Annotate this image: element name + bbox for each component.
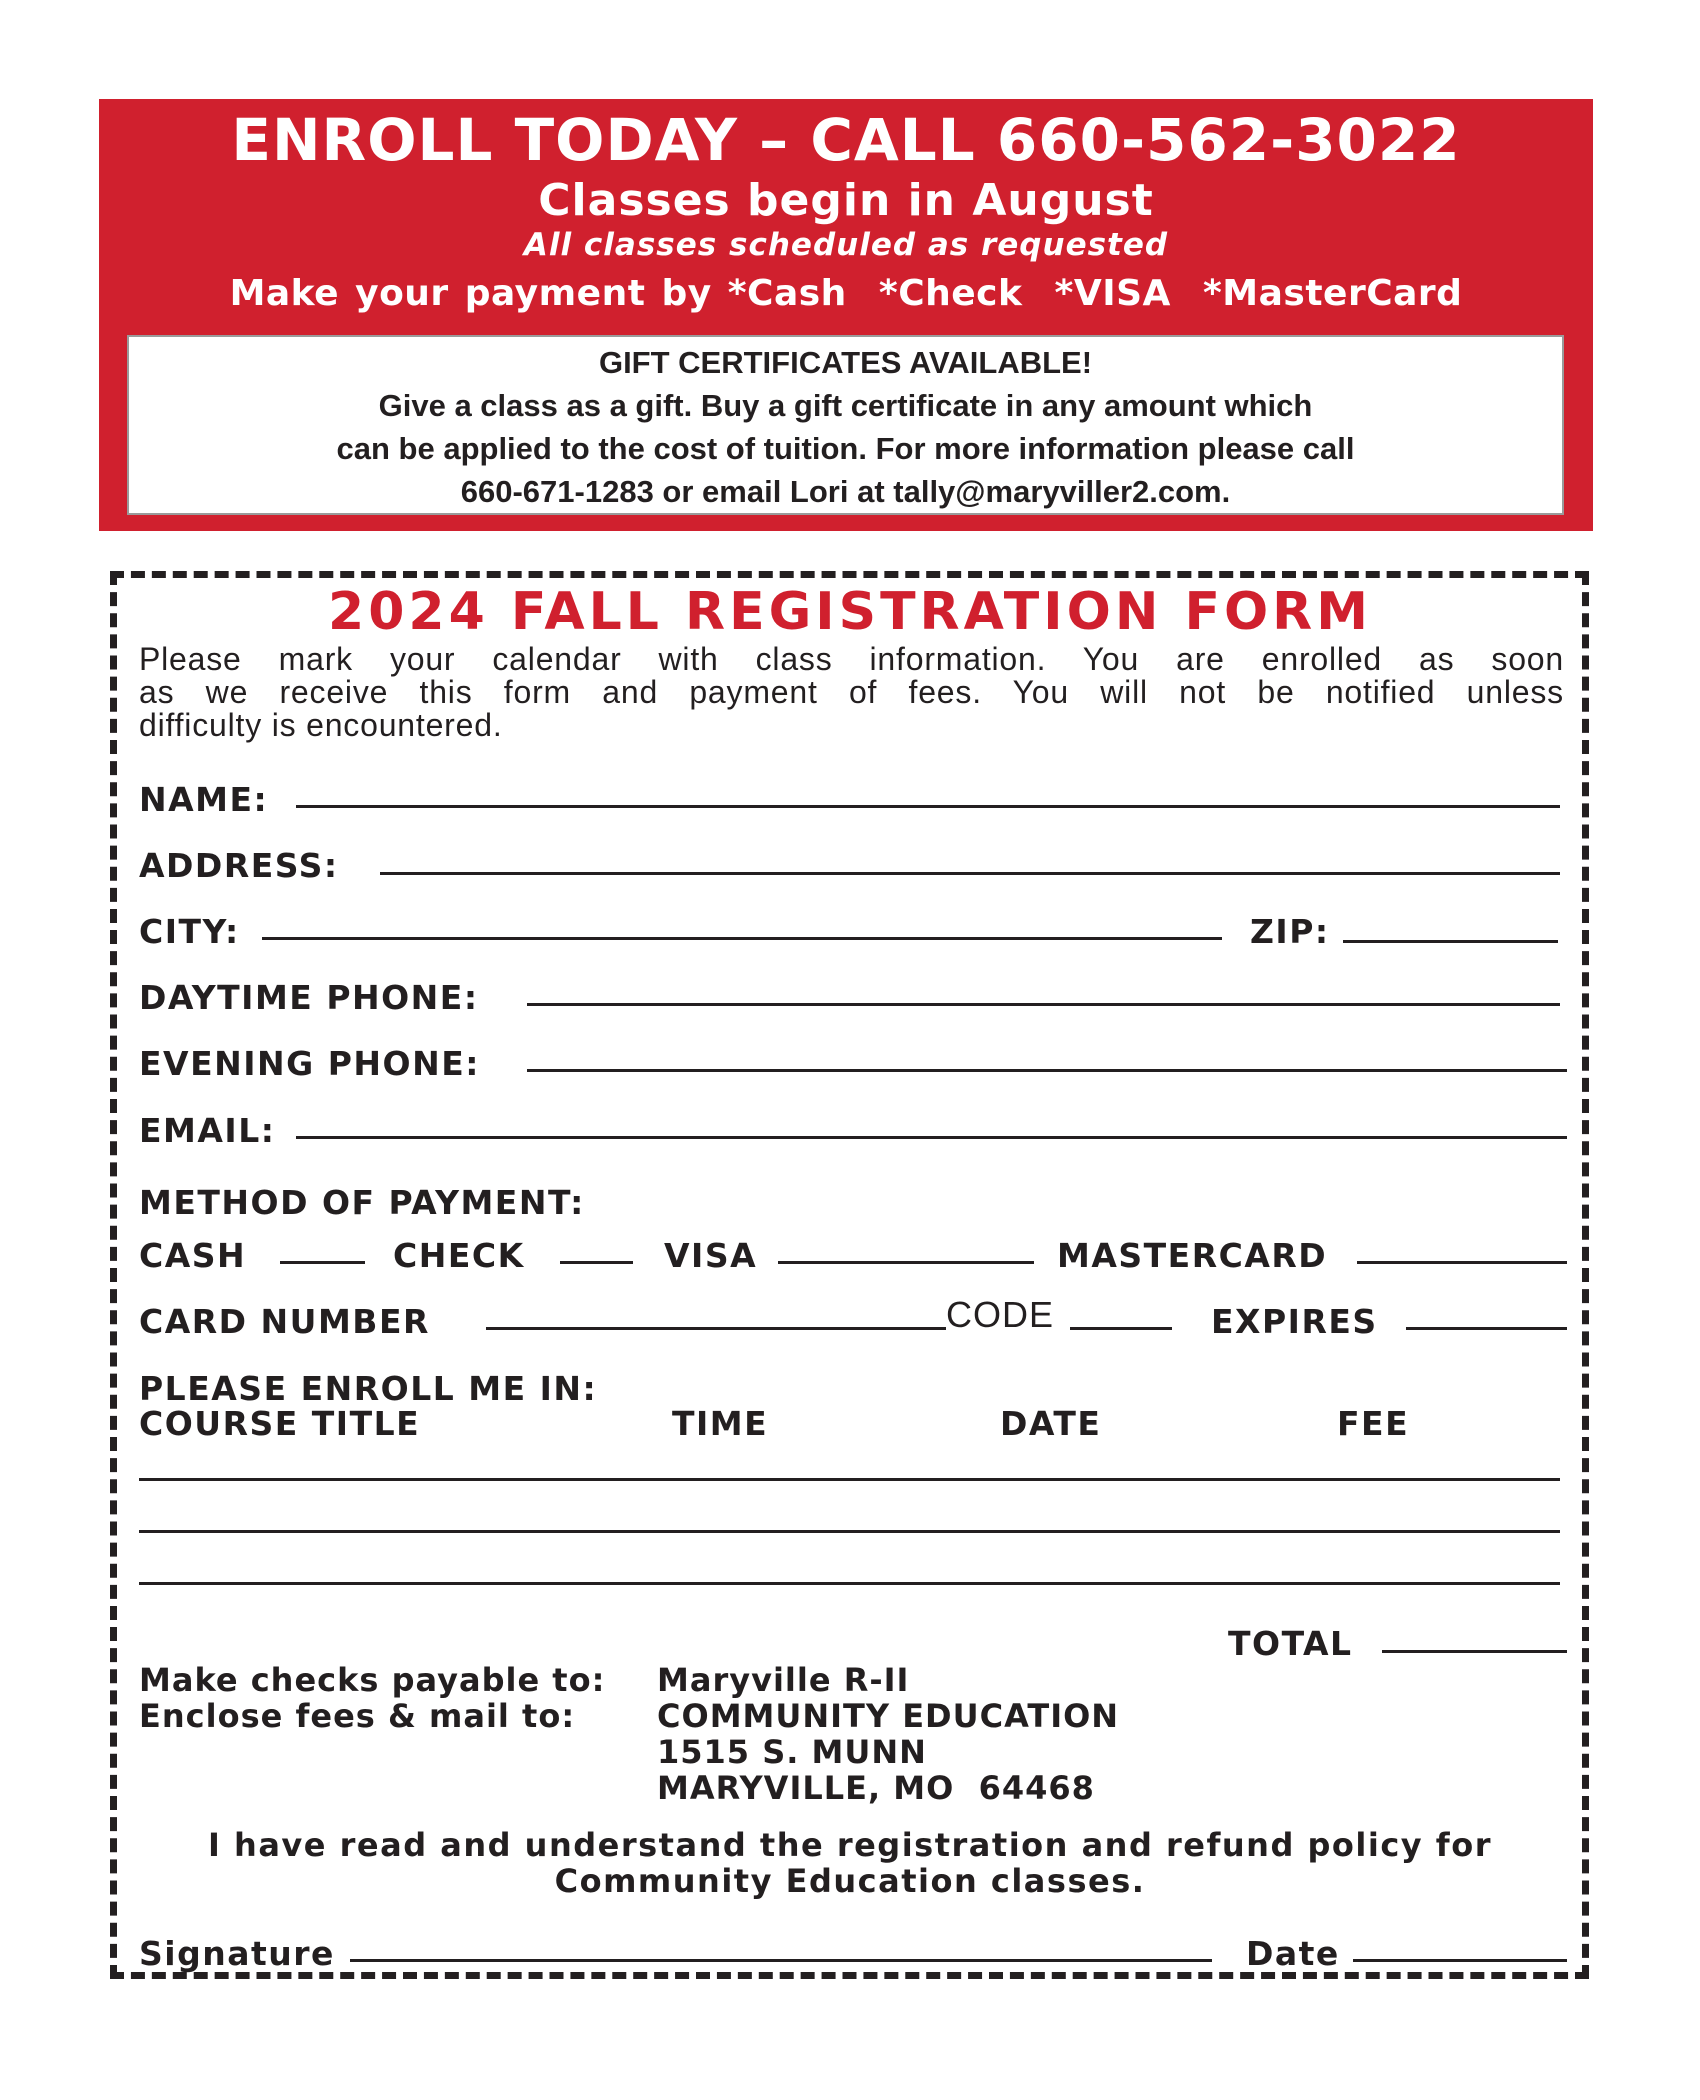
signature-field[interactable]	[350, 1959, 1212, 1962]
course-line[interactable]	[139, 1582, 1560, 1585]
column-fee: FEE	[1337, 1404, 1410, 1443]
gift-heading: GIFT CERTIFICATES AVAILABLE!	[598, 345, 1093, 380]
visa-label: VISA	[664, 1236, 758, 1275]
banner-note: All classes scheduled as requested	[523, 227, 1169, 263]
banner-payment-line: Make your payment by *Cash *Check *VISA *MasterCard	[229, 273, 1463, 314]
mastercard-field[interactable]	[1357, 1261, 1567, 1264]
column-date: DATE	[1000, 1404, 1102, 1443]
address-field[interactable]	[380, 872, 1560, 875]
enroll-heading: PLEASE ENROLL ME IN:	[139, 1369, 598, 1408]
check-field[interactable]	[560, 1261, 633, 1264]
zip-field[interactable]	[1343, 940, 1558, 943]
code-field[interactable]	[1070, 1327, 1172, 1330]
gift-text-line: 660-671-1283 or email Lori at tally@maryviller2.com.	[460, 474, 1231, 509]
checks-payable-value: Maryville R-II	[657, 1661, 910, 1699]
name-field[interactable]	[296, 805, 1560, 808]
zip-label: ZIP:	[1250, 912, 1330, 951]
payment-method-heading: METHOD OF PAYMENT:	[139, 1183, 585, 1222]
code-label: CODE	[946, 1294, 1055, 1335]
banner-subhead: Classes begin in August	[538, 175, 1154, 226]
date-label: Date	[1246, 1934, 1340, 1973]
mail-to-label: Enclose fees & mail to:	[139, 1697, 576, 1735]
column-course-title: COURSE TITLE	[139, 1404, 421, 1443]
gift-certificate-box	[127, 335, 1564, 515]
evening-phone-label: EVENING PHONE:	[139, 1044, 480, 1083]
card-number-label: CARD NUMBER	[139, 1302, 430, 1341]
cash-field[interactable]	[280, 1261, 365, 1264]
acknowledgement-line: I have read and understand the registration and refund policy for	[208, 1826, 1492, 1864]
total-field[interactable]	[1382, 1650, 1567, 1653]
gift-text-line: can be applied to the cost of tuition. For more information please call	[336, 431, 1355, 466]
course-line[interactable]	[139, 1530, 1560, 1533]
city-field[interactable]	[262, 937, 1222, 940]
form-intro-line: as we receive this form and payment of fees. You will not be notified unless	[139, 674, 1564, 710]
expires-label: EXPIRES	[1211, 1302, 1378, 1341]
banner-headline: ENROLL TODAY – CALL 660-562-3022	[231, 106, 1461, 174]
cash-label: CASH	[139, 1236, 247, 1275]
enroll-banner	[99, 99, 1593, 531]
form-intro-line: difficulty is encountered.	[139, 707, 503, 743]
check-label: CHECK	[393, 1236, 525, 1275]
gift-text-line: Give a class as a gift. Buy a gift certificate in any amount which	[378, 388, 1313, 423]
checks-payable-label: Make checks payable to:	[139, 1661, 606, 1699]
daytime-phone-label: DAYTIME PHONE:	[139, 978, 479, 1017]
name-label: NAME:	[139, 780, 269, 819]
date-field[interactable]	[1353, 1959, 1567, 1962]
course-line[interactable]	[139, 1478, 1560, 1481]
expires-field[interactable]	[1406, 1327, 1567, 1330]
form-intro-line: Please mark your calendar with class information. You are enrolled as soon	[139, 641, 1564, 677]
city-label: CITY:	[139, 912, 240, 951]
mail-address-line: MARYVILLE, MO 64468	[657, 1769, 1095, 1807]
total-label: TOTAL	[1228, 1624, 1353, 1663]
address-label: ADDRESS:	[139, 846, 339, 885]
acknowledgement-line: Community Education classes.	[554, 1862, 1146, 1900]
column-time: TIME	[672, 1404, 769, 1443]
mastercard-label: MASTERCARD	[1057, 1236, 1328, 1275]
form-title: 2024 FALL REGISTRATION FORM	[328, 582, 1372, 642]
email-field[interactable]	[296, 1136, 1567, 1139]
daytime-phone-field[interactable]	[527, 1003, 1560, 1006]
visa-field[interactable]	[778, 1261, 1034, 1264]
mail-address-line: 1515 S. MUNN	[657, 1733, 927, 1771]
email-label: EMAIL:	[139, 1111, 276, 1150]
signature-label: Signature	[139, 1934, 335, 1973]
card-number-field[interactable]	[486, 1327, 946, 1330]
mail-address-line: COMMUNITY EDUCATION	[657, 1697, 1120, 1735]
evening-phone-field[interactable]	[527, 1069, 1567, 1072]
